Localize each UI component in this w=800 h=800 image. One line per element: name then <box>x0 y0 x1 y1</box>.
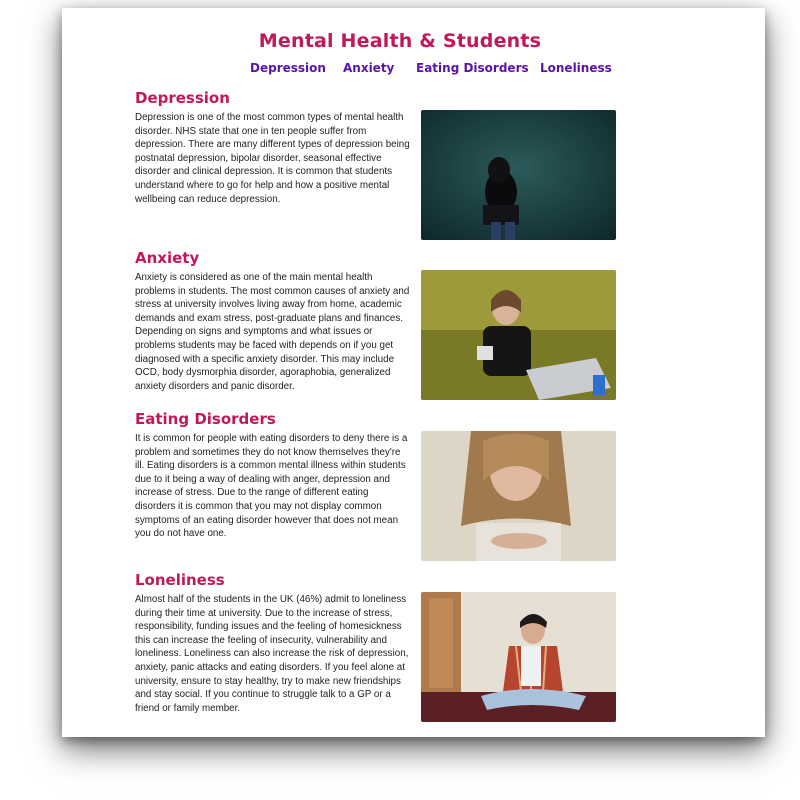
section-heading-eating-disorders: Eating Disorders <box>135 410 276 428</box>
section-text-depression: Depression is one of the most common types of mental health disorder. NHS state that one in ten people suffer from depression. There are many different types of depression being postnatal depression, bipolar disorder, seasonal effective disorder and clinical depression. It is common that students understand where to go for help and how a positive mental wellbeing can reduce depression. <box>135 112 410 205</box>
section-eating-disorders <box>135 410 617 541</box>
section-heading-anxiety: Anxiety <box>135 249 200 267</box>
section-text-eating-disorders: It is common for people with eating disorders to deny there is a problem and sometimes they do not know themselves they're ill. Eating disorders is a common mental illness within students due to it being a way of dealing with anger, depression and increase of stress. Due to the range of different eating disorders it is common that you may not display common symptoms of an eating disorder however that does not mean you do not have one. <box>135 433 408 540</box>
nav-link-depression[interactable]: Depression <box>250 61 326 75</box>
eating-disorders-photo <box>421 431 616 561</box>
nav-link-eating-disorders[interactable]: Eating Disorders <box>416 61 529 75</box>
section-depression <box>135 89 617 206</box>
section-loneliness <box>135 571 617 715</box>
section-heading-loneliness: Loneliness <box>135 571 225 589</box>
loneliness-photo <box>421 592 616 722</box>
section-heading-depression: Depression <box>135 89 230 107</box>
main-nav <box>0 61 800 77</box>
anxiety-photo <box>421 270 616 400</box>
nav-link-loneliness[interactable]: Loneliness <box>540 61 612 75</box>
page-title: Mental Health & Students <box>258 30 542 52</box>
section-anxiety <box>135 249 617 393</box>
depression-photo <box>421 110 616 240</box>
section-text-anxiety: Anxiety is considered as one of the main mental health problems in students. The most common causes of anxiety and stress at university involves living away from home, academic demands and exam stress, post-graduate plans and finances. Depending on signs and symptoms and what issues or problems students may be faced with depends on if you get diagnosed with a specific anxiety disorder. This may include OCD, body dysmorphia disorder, agoraphobia, generalized anxiety disorders and panic disorder. <box>135 272 410 392</box>
nav-link-anxiety[interactable]: Anxiety <box>343 61 395 75</box>
section-text-loneliness: Almost half of the students in the UK (46%) admit to loneliness during their time at university. Due to the increase of stress, responsibility, funding issues and the feeling of homesickness this can increase the feeling of insecurity, vulnerability and loneliness. Loneliness can also increase the risk of depression, anxiety, panic attacks and eating disorders. If you feel alone at university, ensure to stay healthy, try to make new friendships and stay social. If you continue to struggle talk to a GP or a friend or family member. <box>135 594 409 714</box>
